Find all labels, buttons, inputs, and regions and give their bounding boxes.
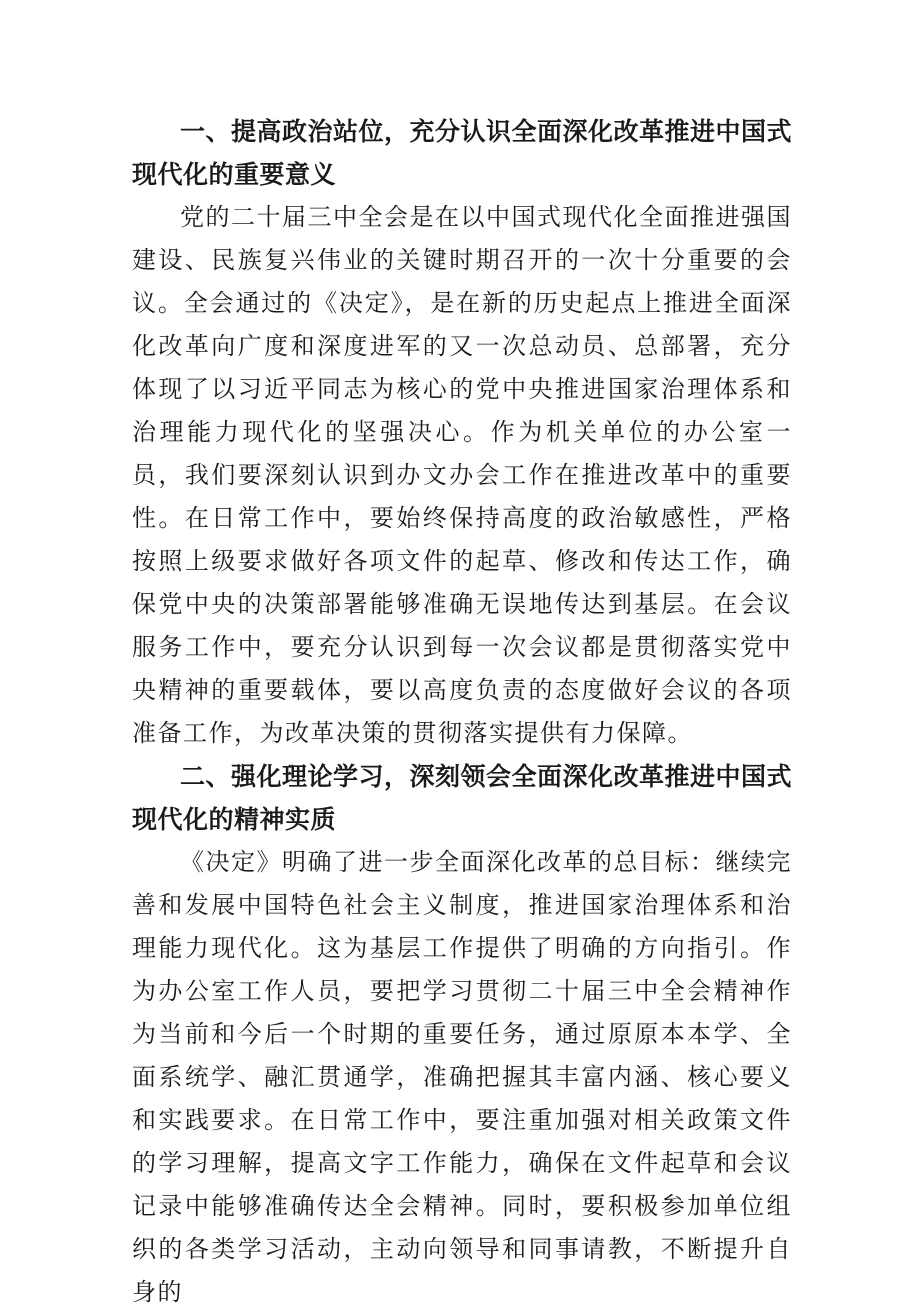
- section-1-paragraph: 党的二十届三中全会是在以中国式现代化全面推进强国建设、民族复兴伟业的关键时期召开的一次十分重要的会议。全会通过的《决定》，是在新的历史起点上推进全面深化改革向广度和深度进军的又一次总动员、总部署，充分体现了以习近平同志为核心的党中央推进国家治理体系和治理能力现代化的坚强决心。作为机关单位的办公室一员，我们要深刻认识到办文办会工作在推进改革中的重要性。在日常工作中，要始终保持高度的政治敏感性，严格按照上级要求做好各项文件的起草、修改和传达工作，确保党中央的决策部署能够准确无误地传达到基层。在会议服务工作中，要充分认识到每一次会议都是贯彻落实党中央精神的重要载体，要以高度负责的态度做好会议的各项准备工作，为改革决策的贯彻落实提供有力保障。: [132, 203, 792, 747]
- section-2-paragraph: 《决定》明确了进一步全面深化改革的总目标：继续完善和发展中国特色社会主义制度，推进国家治理体系和治理能力现代化。这为基层工作提供了明确的方向指引。作为办公室工作人员，要把学习贯彻二十届三中全会精神作为当前和今后一个时期的重要任务，通过原原本本学、全面系统学、融汇贯通学，准确把握其丰富内涵、核心要义和实践要求。在日常工作中，要注重加强对相关政策文件的学习理解，提高文字工作能力，确保在文件起草和会议记录中能够准确传达全会精神。同时，要积极参加单位组织的各类学习活动，主动向领导和同事请教，不断提升自身的: [132, 848, 792, 1306]
- section-2-heading: 二、强化理论学习，深刻领会全面深化改革推进中国式现代化的精神实质: [132, 762, 793, 834]
- document-content: [132, 110, 792, 1314]
- section-1-heading: 一、提高政治站位，充分认识全面深化改革推进中国式现代化的重要意义: [132, 117, 793, 189]
